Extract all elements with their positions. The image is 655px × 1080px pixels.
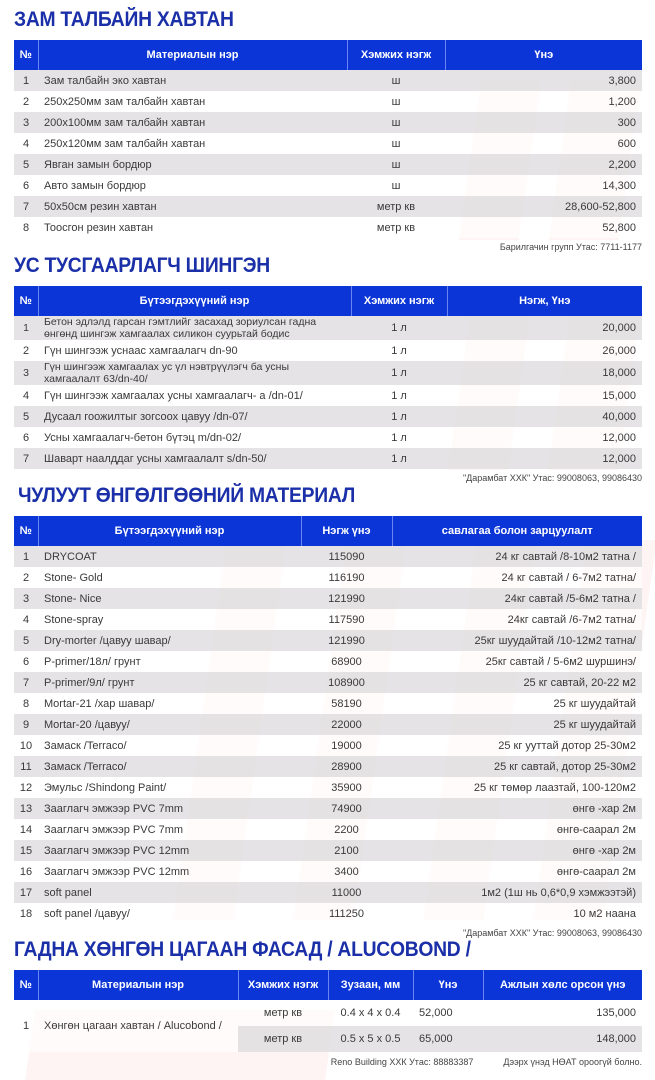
row-name: DRYCOAT <box>38 546 301 567</box>
row-unit-price: 121990 <box>301 630 392 651</box>
row-price: 65,000 <box>413 1026 483 1052</box>
row-name: Dry-morter /цавуу шавар/ <box>38 630 301 651</box>
table-row <box>14 609 642 630</box>
row-thickness: 0.4 x 4 x 0.4 <box>328 1000 413 1026</box>
row-unit-price: 2100 <box>301 840 392 861</box>
table-row <box>14 819 642 840</box>
row-number: 6 <box>14 651 38 672</box>
section-road-tiles <box>14 8 642 252</box>
row-price: 52,800 <box>445 217 642 238</box>
header-price: Үнэ <box>445 40 642 70</box>
source-note: Барилгачин групп Утас: 7711-1177 <box>499 242 642 252</box>
row-price: 300 <box>445 112 642 133</box>
row-unit: 1 л <box>351 340 447 361</box>
row-number: 2 <box>14 567 38 588</box>
row-unit-price: 11000 <box>301 882 392 903</box>
row-number: 7 <box>14 448 38 469</box>
row-number: 9 <box>14 714 38 735</box>
row-number: 2 <box>14 340 38 361</box>
row-packaging: 25 кг ууттай дотор 25-30м2 <box>392 735 642 756</box>
table-row <box>14 735 642 756</box>
table-row <box>14 217 642 238</box>
section-title: ЗАМ ТАЛБАЙН ХАВТАН <box>14 8 234 31</box>
source-note: Reno Building ХХК Утас: 88883387 <box>330 1057 474 1067</box>
row-unit-price: 68900 <box>301 651 392 672</box>
row-packaging: 25 кг шуудайтай <box>392 693 642 714</box>
row-name: 50x50см резин хавтан <box>38 196 347 217</box>
row-packaging: өнгө-саарал 2м <box>392 819 642 840</box>
header-price-with-labor: Ажлын хөлс орсон үнэ <box>483 970 642 1000</box>
row-packaging: 24кг савтай /5-6м2 татна / <box>392 588 642 609</box>
table-row <box>14 588 642 609</box>
row-name: P-primer/9л/ грунт <box>38 672 301 693</box>
row-number: 6 <box>14 427 38 448</box>
row-name: Stone-spray <box>38 609 301 630</box>
row-name: Шаварт наалддаг усны хамгаалалт s/dn-50/ <box>38 448 351 469</box>
row-number: 1 <box>14 316 38 340</box>
footer-notes <box>14 1057 642 1067</box>
header-unit: Хэмжих нэгж <box>347 40 445 70</box>
table-row <box>14 546 642 567</box>
row-packaging: 1м2 (1ш нь 0,6*0,9 хэмжээтэй) <box>392 882 642 903</box>
row-price: 12,000 <box>447 427 642 448</box>
row-packaging: өнгө -хар 2м <box>392 798 642 819</box>
row-number: 17 <box>14 882 38 903</box>
table-row <box>14 361 642 385</box>
row-unit: метр кв <box>347 196 445 217</box>
row-price: 12,000 <box>447 448 642 469</box>
table-row <box>14 154 642 175</box>
header-number: № <box>14 40 38 70</box>
table-row <box>14 1000 642 1026</box>
table-row <box>14 406 642 427</box>
price-table <box>14 40 642 238</box>
row-name: 200x100мм зам талбайн хавтан <box>38 112 347 133</box>
row-price: 14,300 <box>445 175 642 196</box>
row-unit: ш <box>347 154 445 175</box>
table-row <box>14 651 642 672</box>
row-unit: метр кв <box>238 1026 328 1052</box>
row-unit-price: 74900 <box>301 798 392 819</box>
table-row <box>14 693 642 714</box>
row-unit-price: 115090 <box>301 546 392 567</box>
row-name: Явган замын бордюр <box>38 154 347 175</box>
row-packaging: 25 кг шуудайтай <box>392 714 642 735</box>
row-number: 10 <box>14 735 38 756</box>
row-name: Stone- Gold <box>38 567 301 588</box>
row-number: 8 <box>14 217 38 238</box>
row-unit: 1 л <box>351 316 447 340</box>
row-unit: ш <box>347 91 445 112</box>
row-unit-price: 19000 <box>301 735 392 756</box>
row-name: P-primer/18л/ грунт <box>38 651 301 672</box>
row-packaging: 24 кг савтай / 6-7м2 татна/ <box>392 567 642 588</box>
row-number: 1 <box>14 546 38 567</box>
row-packaging: 10 м2 наана <box>392 903 642 924</box>
row-unit: метр кв <box>238 1000 328 1026</box>
section-alucobond <box>14 938 642 1067</box>
row-unit-price: 2200 <box>301 819 392 840</box>
row-number: 7 <box>14 196 38 217</box>
section-title: УС ТУСГААРЛАГЧ ШИНГЭН <box>14 254 270 277</box>
row-thickness: 0.5 x 5 x 0.5 <box>328 1026 413 1052</box>
row-price: 3,800 <box>445 70 642 91</box>
table-row <box>14 903 642 924</box>
source-note: "Дарамбат ХХК" Утас: 99008063, 99086430 <box>462 473 642 483</box>
table-row <box>14 112 642 133</box>
table-row <box>14 882 642 903</box>
row-name: Зааглагч эмжээр PVC 12mm <box>38 840 301 861</box>
row-name: Зааглагч эмжээр PVC 7mm <box>38 819 301 840</box>
row-price: 2,200 <box>445 154 642 175</box>
row-unit: 1 л <box>351 406 447 427</box>
row-packaging: 24кг савтай /6-7м2 татна/ <box>392 609 642 630</box>
row-name: soft panel <box>38 882 301 903</box>
row-unit-price: 58190 <box>301 693 392 714</box>
row-price: 20,000 <box>447 316 642 340</box>
row-name: Зааглагч эмжээр PVC 12mm <box>38 861 301 882</box>
row-name: Гүн шингээж хамгаалах ус үл нэвтрүүлэгч ба усны хамгаалалт 63/dn-40/ <box>38 361 351 385</box>
row-number: 15 <box>14 840 38 861</box>
row-packaging: 25кг савтай / 5-6м2 шуршинэ/ <box>392 651 642 672</box>
row-unit: ш <box>347 112 445 133</box>
row-unit: ш <box>347 70 445 91</box>
row-name: Зам талбайн эко хавтан <box>38 70 347 91</box>
table-row <box>14 861 642 882</box>
table-row <box>14 798 642 819</box>
row-number: 11 <box>14 756 38 777</box>
header-number: № <box>14 970 38 1000</box>
row-unit-price: 108900 <box>301 672 392 693</box>
row-packaging: 25 кг төмөр лаазтай, 100-120м2 <box>392 777 642 798</box>
table-row <box>14 840 642 861</box>
row-unit-price: 116190 <box>301 567 392 588</box>
row-name: Замаск /Terraco/ <box>38 735 301 756</box>
header-name: Бүтээгдэхүүний нэр <box>38 516 301 546</box>
table-row <box>14 630 642 651</box>
header-unit-price: Нэгж үнэ <box>301 516 392 546</box>
table-row <box>14 70 642 91</box>
row-unit: 1 л <box>351 385 447 406</box>
row-price: 1,200 <box>445 91 642 112</box>
row-unit-price: 117590 <box>301 609 392 630</box>
row-name: Mortar-20 /цавуу/ <box>38 714 301 735</box>
row-unit: метр кв <box>347 217 445 238</box>
table-row <box>14 340 642 361</box>
row-name: Эмульс /Shindong Paint/ <box>38 777 301 798</box>
row-number: 13 <box>14 798 38 819</box>
row-price-with-labor: 148,000 <box>483 1026 642 1052</box>
row-name: Гүн шингээж уснаас хамгаалагч dn-90 <box>38 340 351 361</box>
row-number: 6 <box>14 175 38 196</box>
row-name: Бетон эдлэлд гарсан гэмтлийг засахад зориулсан гадна өнгөнд шингэж хамгаалах силикон суурьтай бодис <box>38 316 351 340</box>
row-number: 5 <box>14 630 38 651</box>
row-number: 4 <box>14 133 38 154</box>
row-price: 52,000 <box>413 1000 483 1026</box>
row-unit: ш <box>347 175 445 196</box>
row-number: 18 <box>14 903 38 924</box>
table-row <box>14 777 642 798</box>
header-price: Нэгж, Үнэ <box>447 286 642 316</box>
row-price: 26,000 <box>447 340 642 361</box>
row-number: 1 <box>14 1000 38 1052</box>
row-packaging: 24 кг савтай /8-10м2 татна / <box>392 546 642 567</box>
vat-note: Дээрх үнэд НӨАТ ороогүй болно. <box>503 1057 642 1067</box>
source-note: "Дарамбат ХХК" Утас: 99008063, 99086430 <box>462 928 642 938</box>
header-number: № <box>14 286 38 316</box>
row-unit-price: 22000 <box>301 714 392 735</box>
table-row <box>14 133 642 154</box>
row-price: 18,000 <box>447 361 642 385</box>
price-table <box>14 970 642 1052</box>
header-name: Материалын нэр <box>38 40 347 70</box>
row-unit: 1 л <box>351 361 447 385</box>
table-row <box>14 567 642 588</box>
row-number: 5 <box>14 154 38 175</box>
row-name: Тоосгон резин хавтан <box>38 217 347 238</box>
table-row <box>14 316 642 340</box>
row-price: 40,000 <box>447 406 642 427</box>
table-row <box>14 672 642 693</box>
row-number: 2 <box>14 91 38 112</box>
row-number: 4 <box>14 385 38 406</box>
row-packaging: 25 кг савтай, дотор 25-30м2 <box>392 756 642 777</box>
row-unit: ш <box>347 133 445 154</box>
header-unit: Хэмжих нэгж <box>238 970 328 1000</box>
price-table <box>14 286 642 469</box>
row-number: 7 <box>14 672 38 693</box>
row-name: 250x250мм зам талбайн хавтан <box>38 91 347 112</box>
table-row <box>14 175 642 196</box>
row-unit-price: 111250 <box>301 903 392 924</box>
header-thickness: Зузаан, мм <box>328 970 413 1000</box>
row-number: 12 <box>14 777 38 798</box>
row-packaging: өнгө -хар 2м <box>392 840 642 861</box>
row-name: Зааглагч эмжээр PVC 7mm <box>38 798 301 819</box>
table-row <box>14 385 642 406</box>
row-number: 5 <box>14 406 38 427</box>
table-row <box>14 714 642 735</box>
row-name: Замаск /Terraco/ <box>38 756 301 777</box>
row-price: 28,600-52,800 <box>445 196 642 217</box>
row-name: Дусаал гоожилтыг зогсоох цавуу /dn-07/ <box>38 406 351 427</box>
row-number: 4 <box>14 609 38 630</box>
row-name: soft panel /цавуу/ <box>38 903 301 924</box>
table-row <box>14 91 642 112</box>
header-packaging: савлагаа болон зарцуулалт <box>392 516 642 546</box>
row-packaging: өнгө-саарал 2м <box>392 861 642 882</box>
row-unit-price: 3400 <box>301 861 392 882</box>
row-name: Авто замын бордюр <box>38 175 347 196</box>
row-unit-price: 28900 <box>301 756 392 777</box>
row-unit: 1 л <box>351 427 447 448</box>
row-name: Усны хамгаалагч-бетон бүтэц m/dn-02/ <box>38 427 351 448</box>
row-packaging: 25кг шуудайтай /10-12м2 татна/ <box>392 630 642 651</box>
section-waterproofing <box>14 254 642 483</box>
row-number: 8 <box>14 693 38 714</box>
row-name: 250x120мм зам талбайн хавтан <box>38 133 347 154</box>
price-table <box>14 516 642 924</box>
section-stone-finishing <box>14 484 642 938</box>
row-number: 3 <box>14 588 38 609</box>
header-name: Бүтээгдэхүүний нэр <box>38 286 351 316</box>
row-number: 3 <box>14 361 38 385</box>
row-price-with-labor: 135,000 <box>483 1000 642 1026</box>
row-price: 600 <box>445 133 642 154</box>
header-price: Үнэ <box>413 970 483 1000</box>
table-row <box>14 427 642 448</box>
table-row <box>14 448 642 469</box>
header-number: № <box>14 516 38 546</box>
table-row <box>14 756 642 777</box>
row-name: Mortar-21 /хар шавар/ <box>38 693 301 714</box>
section-title: ЧУЛУУТ ӨНГӨЛГӨӨНИЙ МАТЕРИАЛ <box>18 484 356 507</box>
row-number: 3 <box>14 112 38 133</box>
row-number: 1 <box>14 70 38 91</box>
row-name: Гүн шингээж хамгаалах усны хамгаалагч- а /dn-01/ <box>38 385 351 406</box>
header-unit: Хэмжих нэгж <box>351 286 447 316</box>
row-price: 15,000 <box>447 385 642 406</box>
row-unit-price: 35900 <box>301 777 392 798</box>
row-name: Stone- Nice <box>38 588 301 609</box>
section-title: ГАДНА ХӨНГӨН ЦАГААН ФАСАД / ALUCOBOND / <box>14 938 471 961</box>
row-name: Хөнгөн цагаан хавтан / Alucobond / <box>38 1000 238 1052</box>
header-name: Материалын нэр <box>38 970 238 1000</box>
row-packaging: 25 кг савтай, 20-22 м2 <box>392 672 642 693</box>
table-row <box>14 196 642 217</box>
row-number: 14 <box>14 819 38 840</box>
row-unit: 1 л <box>351 448 447 469</box>
row-number: 16 <box>14 861 38 882</box>
row-unit-price: 121990 <box>301 588 392 609</box>
